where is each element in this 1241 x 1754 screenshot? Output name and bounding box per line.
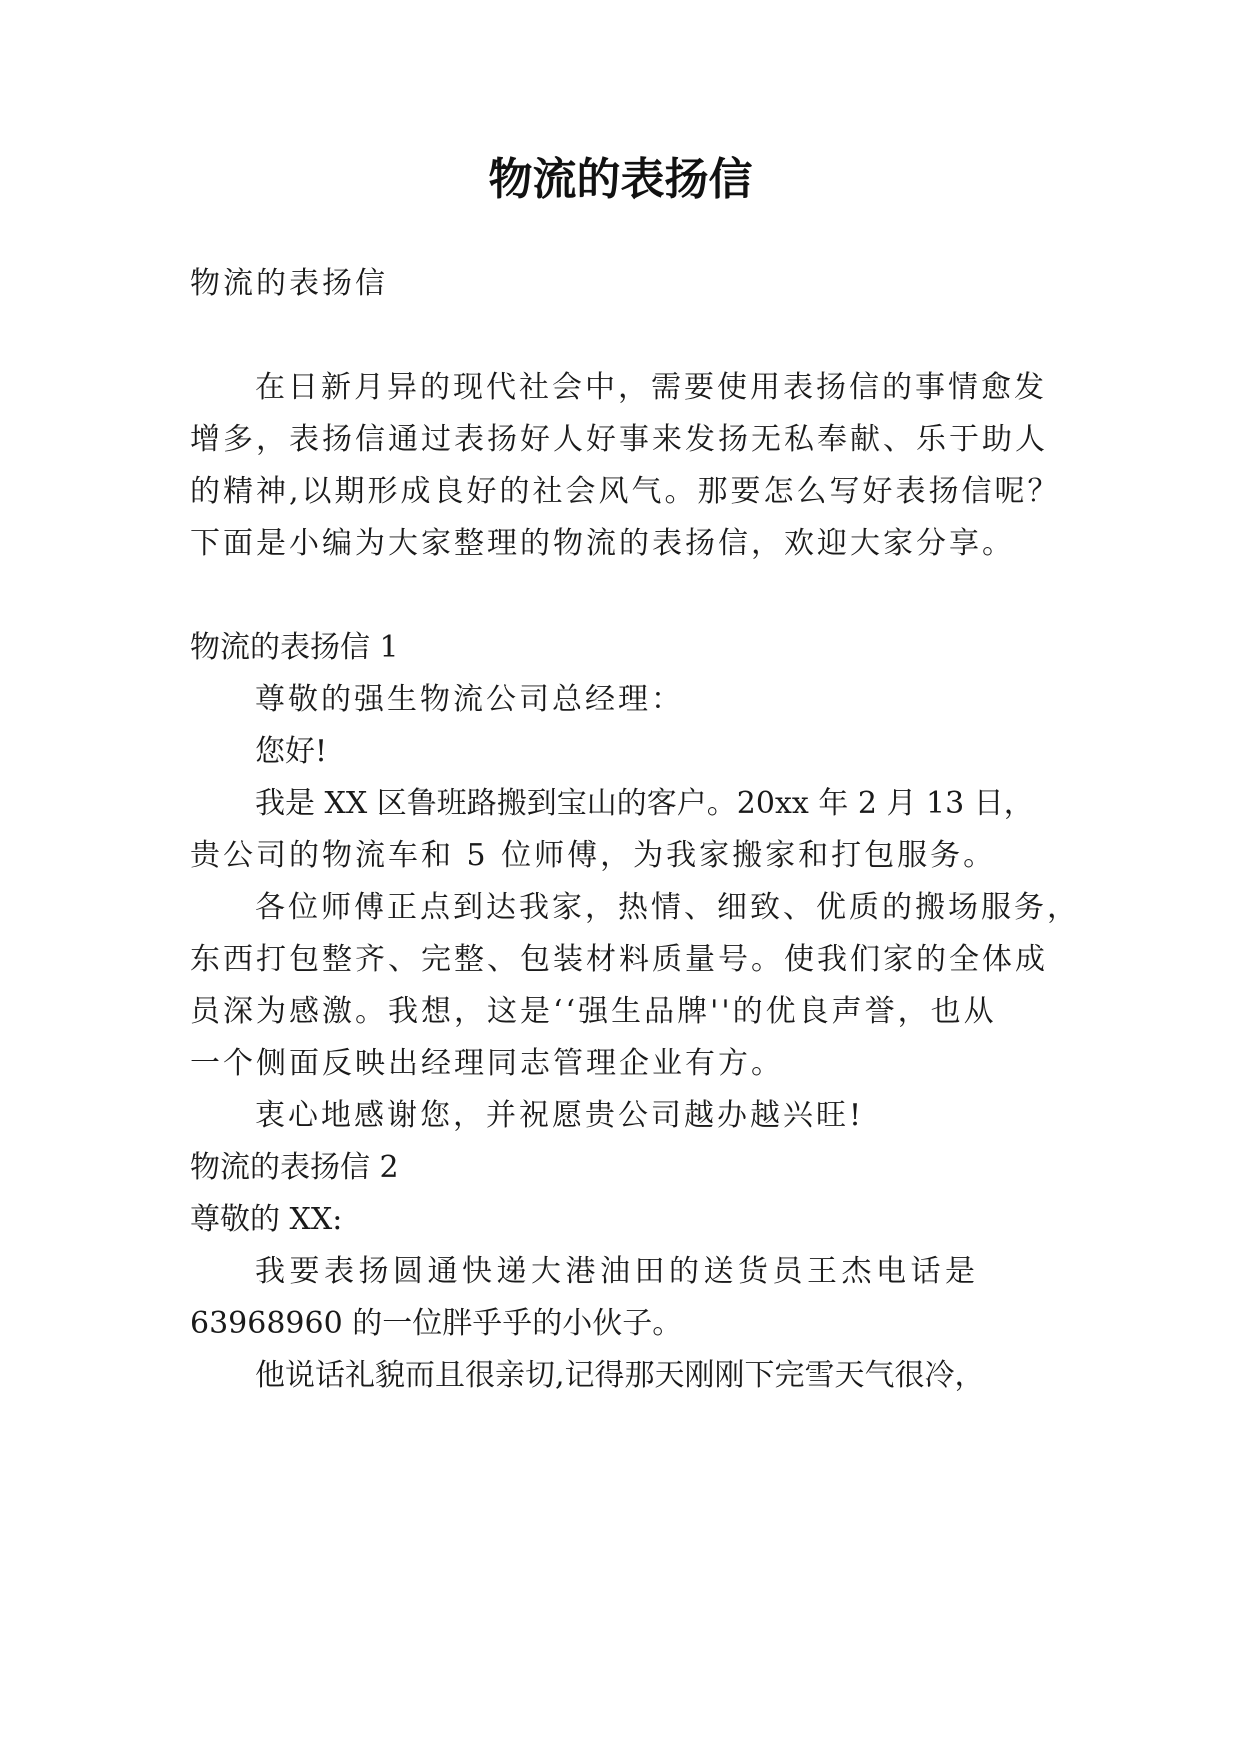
letter1-line-6: 一个侧面反映出经理同志管理企业有方。	[190, 1046, 784, 1081]
section-heading: 物流的表扬信	[190, 266, 388, 301]
letter1-line-7: 衷心地感谢您，并祝愿贵公司越办越兴旺!	[255, 1098, 865, 1133]
letter1-salutation: 尊敬的强生物流公司总经理：	[255, 682, 684, 717]
letter1-line-3: 各位师傅正点到达我家，热情、细致、优质的搬场服务，	[255, 890, 1080, 925]
letter1-line-5: 员深为感激。我想，这是‘‘强生品牌''的优良声誉，也从	[190, 994, 997, 1029]
letter1-line-4: 东西打包整齐、完整、包装材料质量号。使我们家的全体成	[190, 942, 1048, 977]
letter2-line-3: 他说话礼貌而且很亲切,记得那天刚刚下完雪天气很冷，	[255, 1358, 985, 1393]
letter1-heading: 物流的表扬信 1	[190, 630, 399, 665]
letter2-line-1: 我要表扬圆通快递大港油田的送货员王杰电话是	[255, 1254, 980, 1289]
letter1-line-1: 我是 XX 区鲁班路搬到宝山的客户。20xx 年 2 月 13 日，	[255, 786, 1034, 821]
letter2-heading: 物流的表扬信 2	[190, 1150, 399, 1185]
intro-line-3: 的精神,以期形成良好的社会风气。那要怎么写好表扬信呢？	[190, 474, 1061, 509]
letter2-salutation: 尊敬的 XX:	[190, 1202, 343, 1237]
intro-line-1: 在日新月异的现代社会中，需要使用表扬信的事情愈发	[255, 370, 1047, 405]
document-title: 物流的表扬信	[488, 154, 753, 205]
intro-line-4: 下面是小编为大家整理的物流的表扬信，欢迎大家分享。	[190, 526, 1015, 561]
letter1-greeting: 您好!	[255, 734, 328, 769]
letter1-line-2: 贵公司的物流车和 5 位师傅，为我家搬家和打包服务。	[190, 838, 997, 873]
intro-line-2: 增多，表扬信通过表扬好人好事来发扬无私奉献、乐于助人	[190, 422, 1048, 457]
letter2-line-2: 63968960 的一位胖乎乎的小伙子。	[190, 1306, 683, 1341]
